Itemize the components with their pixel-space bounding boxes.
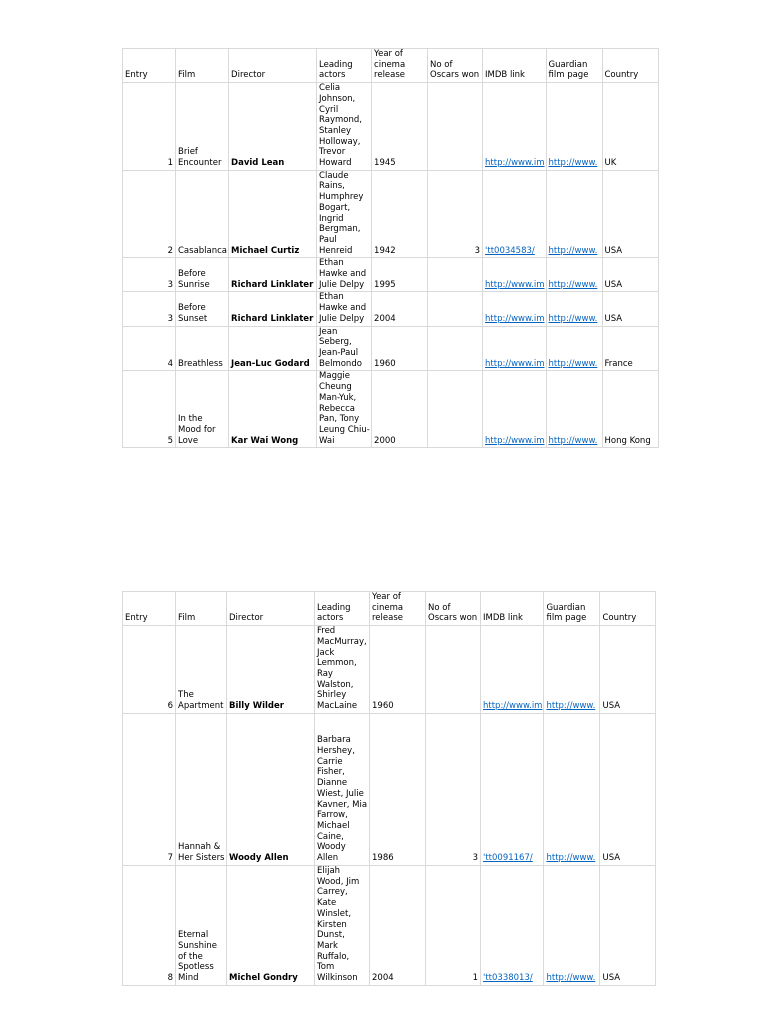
header-imdb: IMDB link [483, 49, 546, 83]
imdb-link-cell[interactable] [483, 326, 546, 371]
guardian-link[interactable]: http://www. [546, 853, 596, 864]
entry-cell: 6 [123, 626, 176, 714]
film-cell: The Apartment [176, 626, 227, 714]
guardian-link-cell[interactable] [544, 865, 600, 985]
country-cell: USA [600, 713, 656, 865]
year-cell: 1960 [370, 626, 426, 714]
entry-cell: 8 [123, 865, 176, 985]
year-cell: 1960 [372, 326, 428, 371]
actors-cell: Jean Seberg, Jean-Paul Belmondo [317, 326, 372, 371]
guardian-link-cell[interactable] [546, 170, 602, 258]
oscars-cell [428, 292, 483, 326]
actors-cell: Ethan Hawke and Julie Delpy [317, 292, 372, 326]
guardian-link[interactable]: http://www. [548, 245, 598, 256]
guardian-link-cell[interactable] [544, 626, 600, 714]
country-cell: USA [602, 258, 658, 292]
header-year: Year of cinema release [370, 592, 426, 626]
header-country: Country [600, 592, 656, 626]
year-cell: 1942 [372, 170, 428, 258]
header-film: Film [176, 49, 229, 83]
header-oscars: No of Oscars won [428, 49, 483, 83]
oscars-cell: 1 [426, 865, 481, 985]
actors-cell: Barbara Hershey, Carrie Fisher, Dianne Wiest, Julie Kavner, Mia Farrow, Michael Caine, Woody Allen [315, 713, 370, 865]
oscars-cell [428, 83, 483, 171]
country-cell: USA [602, 170, 658, 258]
oscars-cell [428, 371, 483, 448]
header-guardian: Guardian film page [544, 592, 600, 626]
country-cell: France [602, 326, 658, 371]
header-film: Film [176, 592, 227, 626]
director-cell: Richard Linklater [229, 258, 317, 292]
table-row [123, 170, 659, 258]
table-row [123, 713, 656, 865]
director-cell: Billy Wilder [227, 626, 315, 714]
actors-cell: Maggie Cheung Man-Yuk, Rebecca Pan, Tony Leung Chiu-Wai [317, 371, 372, 448]
guardian-link[interactable]: http://www. [546, 701, 596, 712]
year-cell: 1995 [372, 258, 428, 292]
actors-cell: Ethan Hawke and Julie Delpy [317, 258, 372, 292]
entry-cell: 7 [123, 713, 176, 865]
oscars-cell [428, 326, 483, 371]
actors-cell: Elijah Wood, Jim Carrey, Kate Winslet, Kirsten Dunst, Mark Ruffalo, Tom Wilkinson [315, 865, 370, 985]
header-row [123, 592, 656, 626]
country-cell: UK [602, 83, 658, 171]
guardian-link[interactable]: http://www. [548, 313, 598, 324]
imdb-link[interactable]: http://www.im [485, 158, 545, 169]
imdb-link-cell[interactable] [483, 258, 546, 292]
table-row [123, 371, 659, 448]
guardian-link-cell[interactable] [546, 326, 602, 371]
country-cell: Hong Kong [602, 371, 658, 448]
table-row [123, 626, 656, 714]
country-cell: USA [600, 865, 656, 985]
imdb-link[interactable]: http://www.im [485, 313, 545, 324]
header-actors: Leading actors [317, 49, 372, 83]
actors-cell: Claude Rains, Humphrey Bogart, Ingrid Bergman, Paul Henreid [317, 170, 372, 258]
header-imdb: IMDB link [481, 592, 544, 626]
imdb-link[interactable]: http://www.im [485, 279, 545, 290]
header-row [123, 49, 659, 83]
header-year: Year of cinema release [372, 49, 428, 83]
guardian-link[interactable]: http://www. [548, 158, 598, 169]
imdb-link-cell[interactable] [483, 371, 546, 448]
header-director: Director [227, 592, 315, 626]
table-row [123, 292, 659, 326]
film-cell: Brief Encounter [176, 83, 229, 171]
guardian-link-cell[interactable] [544, 713, 600, 865]
imdb-link[interactable]: 'tt0338013/ [483, 973, 533, 984]
table-row [123, 326, 659, 371]
director-cell: Michel Gondry [227, 865, 315, 985]
film-cell: In the Mood for Love [176, 371, 229, 448]
film-cell: Casablanca [176, 170, 229, 258]
oscars-cell [428, 258, 483, 292]
header-entry: Entry [123, 49, 176, 83]
entry-cell: 3 [123, 292, 176, 326]
guardian-link-cell[interactable] [546, 83, 602, 171]
imdb-link-cell[interactable] [483, 170, 546, 258]
film-cell: Breathless [176, 326, 229, 371]
table-row [123, 258, 659, 292]
guardian-link-cell[interactable] [546, 258, 602, 292]
director-cell: David Lean [229, 83, 317, 171]
film-cell: Eternal Sunshine of the Spotless Mind [176, 865, 227, 985]
imdb-link[interactable]: 'tt0091167/ [483, 853, 533, 864]
director-cell: Jean-Luc Godard [229, 326, 317, 371]
table-row [123, 83, 659, 171]
oscars-cell: 3 [426, 713, 481, 865]
film-cell: Before Sunset [176, 292, 229, 326]
actors-cell: Fred MacMurray, Jack Lemmon, Ray Walston, Shirley MacLaine [315, 626, 370, 714]
guardian-link[interactable]: http://www. [546, 973, 596, 984]
entry-cell: 2 [123, 170, 176, 258]
imdb-link-cell[interactable] [481, 626, 544, 714]
film-table-1 [122, 48, 659, 448]
director-cell: Michael Curtiz [229, 170, 317, 258]
imdb-link-cell[interactable] [483, 292, 546, 326]
header-country: Country [602, 49, 658, 83]
entry-cell: 1 [123, 83, 176, 171]
header-guardian: Guardian film page [546, 49, 602, 83]
oscars-cell [426, 626, 481, 714]
imdb-link[interactable]: http://www.im [485, 435, 545, 446]
film-cell: Before Sunrise [176, 258, 229, 292]
header-actors: Leading actors [315, 592, 370, 626]
director-cell: Kar Wai Wong [229, 371, 317, 448]
header-director: Director [229, 49, 317, 83]
header-oscars: No of Oscars won [426, 592, 481, 626]
year-cell: 2004 [372, 292, 428, 326]
film-cell: Hannah & Her Sisters [176, 713, 227, 865]
imdb-link-cell[interactable] [483, 83, 546, 171]
year-cell: 1945 [372, 83, 428, 171]
year-cell: 2000 [372, 371, 428, 448]
table-row [123, 865, 656, 985]
year-cell: 2004 [370, 865, 426, 985]
entry-cell: 4 [123, 326, 176, 371]
oscars-cell: 3 [428, 170, 483, 258]
director-cell: Woody Allen [227, 713, 315, 865]
header-entry: Entry [123, 592, 176, 626]
imdb-link[interactable]: http://www.im [483, 701, 543, 712]
film-table-2 [122, 591, 656, 986]
imdb-link[interactable]: 'tt0034583/ [485, 245, 535, 256]
actors-cell: Celia Johnson, Cyril Raymond, Stanley Holloway, Trevor Howard [317, 83, 372, 171]
guardian-link[interactable]: http://www. [548, 435, 598, 446]
imdb-link[interactable]: http://www.im [485, 358, 545, 369]
country-cell: USA [602, 292, 658, 326]
director-cell: Richard Linklater [229, 292, 317, 326]
guardian-link-cell[interactable] [546, 292, 602, 326]
guardian-link[interactable]: http://www. [548, 358, 598, 369]
entry-cell: 3 [123, 258, 176, 292]
guardian-link-cell[interactable] [546, 371, 602, 448]
guardian-link[interactable]: http://www. [548, 279, 598, 290]
country-cell: USA [600, 626, 656, 714]
entry-cell: 5 [123, 371, 176, 448]
imdb-link-cell[interactable] [481, 865, 544, 985]
year-cell: 1986 [370, 713, 426, 865]
imdb-link-cell[interactable] [481, 713, 544, 865]
